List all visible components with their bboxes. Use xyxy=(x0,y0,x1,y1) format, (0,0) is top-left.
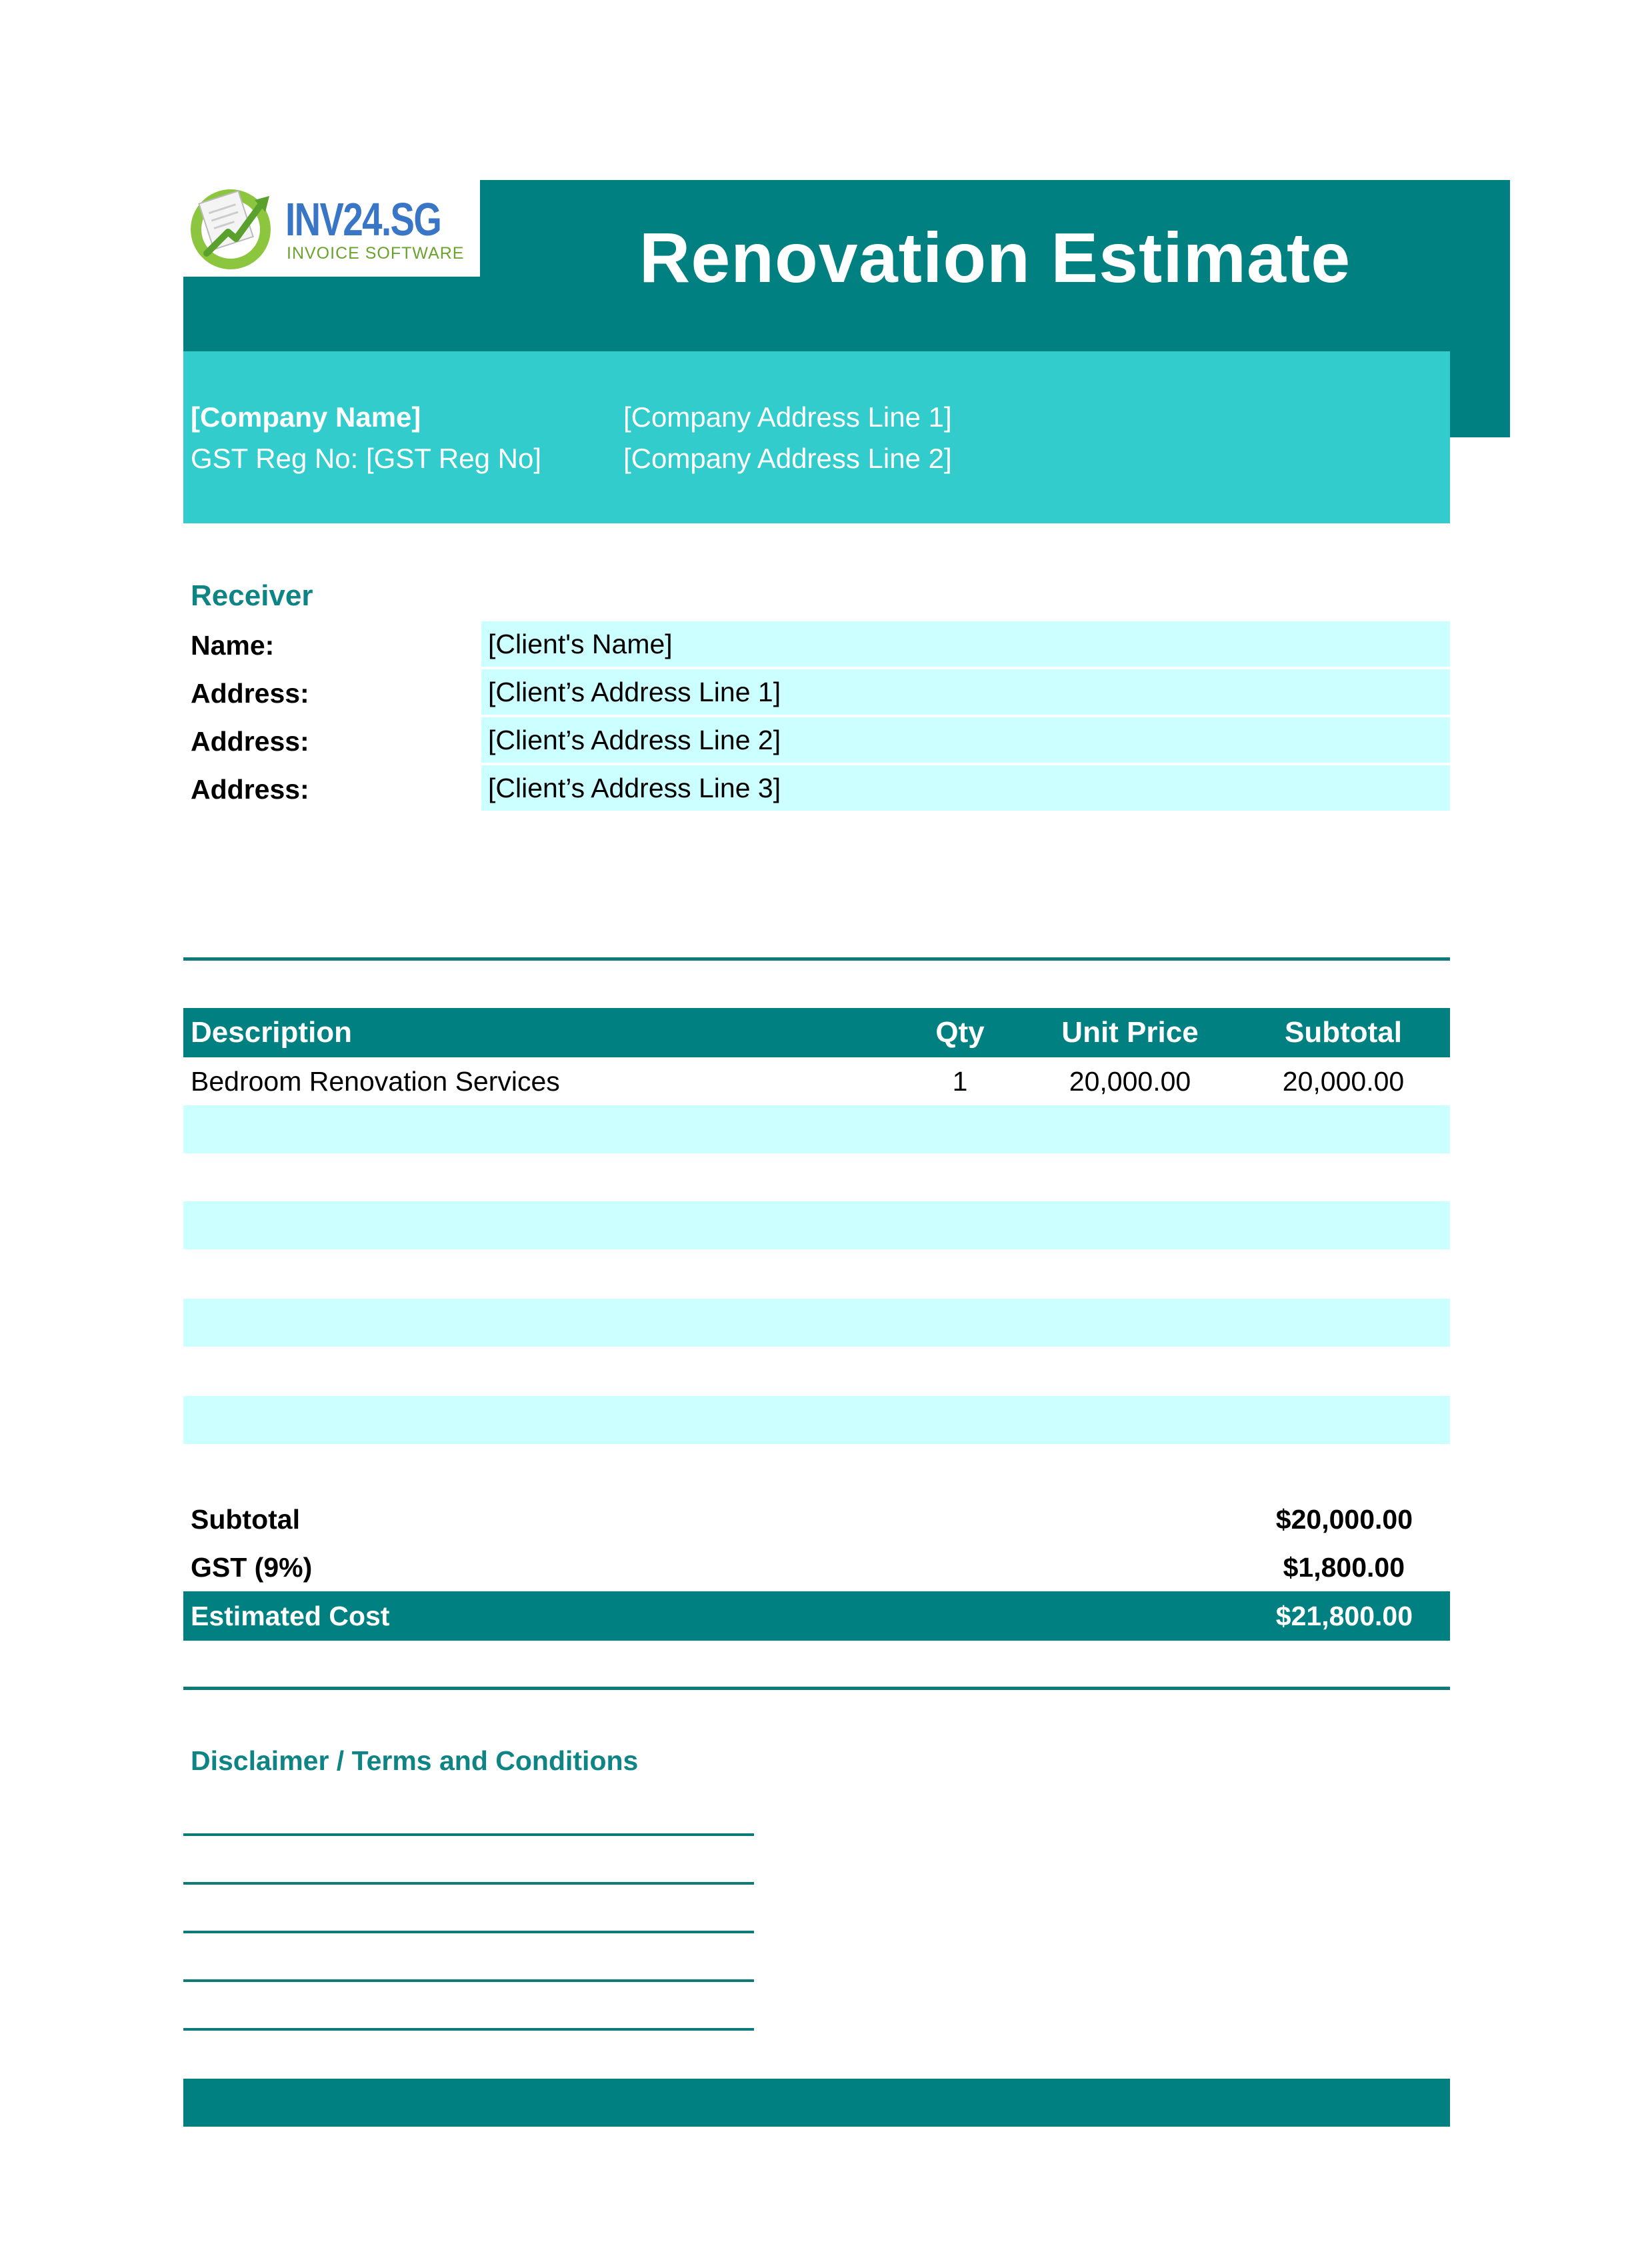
column-header-subtotal: Subtotal xyxy=(1285,1016,1402,1049)
company-gst: GST Reg No: [GST Reg No] xyxy=(191,443,541,474)
company-address-line-2: [Company Address Line 2] xyxy=(623,443,952,474)
receiver-label-address-3: Address: xyxy=(191,774,309,805)
gst-value: $1,800.00 xyxy=(1283,1552,1405,1583)
receiver-label-address-1: Address: xyxy=(191,678,309,709)
receiver-label-name: Name: xyxy=(191,630,275,661)
gst-label: GST (9%) xyxy=(191,1552,313,1583)
footer-bar xyxy=(183,2079,1450,2127)
receiver-label-address-2: Address: xyxy=(191,726,309,757)
logo-emblem-icon xyxy=(187,181,280,271)
column-header-qty: Qty xyxy=(935,1016,985,1049)
receiver-name-field[interactable]: [Client's Name] xyxy=(481,621,1450,667)
document-title: Renovation Estimate xyxy=(639,219,1351,297)
item-qty[interactable]: 1 xyxy=(952,1066,968,1097)
estimated-cost-value: $21,800.00 xyxy=(1275,1601,1413,1631)
item-unit-price[interactable]: 20,000.00 xyxy=(1069,1066,1191,1097)
column-header-description: Description xyxy=(191,1016,353,1049)
estimated-cost-label: Estimated Cost xyxy=(191,1601,390,1631)
terms-line[interactable] xyxy=(183,2028,754,2031)
item-subtotal: 20,000.00 xyxy=(1282,1066,1405,1097)
receiver-heading: Receiver xyxy=(191,579,313,612)
logo-strip xyxy=(183,277,480,351)
item-description[interactable]: Bedroom Renovation Services xyxy=(191,1066,560,1097)
company-address-line-1: [Company Address Line 1] xyxy=(623,401,952,433)
company-name: [Company Name] xyxy=(191,401,421,433)
terms-line[interactable] xyxy=(183,1833,754,1836)
logo-tagline: INVOICE SOFTWARE xyxy=(287,244,465,263)
divider xyxy=(183,957,1450,961)
divider xyxy=(183,1687,1450,1690)
receiver-address-1-field[interactable]: [Client’s Address Line 1] xyxy=(481,669,1450,715)
table-row[interactable] xyxy=(183,1396,1450,1444)
logo-wordmark: INV24.SG xyxy=(285,193,441,245)
column-header-unit-price: Unit Price xyxy=(1061,1016,1199,1049)
subtotal-value: $20,000.00 xyxy=(1275,1504,1413,1535)
terms-line[interactable] xyxy=(183,1979,754,1982)
subtotal-label: Subtotal xyxy=(191,1504,300,1535)
table-row[interactable] xyxy=(183,1105,1450,1153)
table-row[interactable] xyxy=(183,1201,1450,1249)
terms-line[interactable] xyxy=(183,1882,754,1885)
terms-line[interactable] xyxy=(183,1931,754,1933)
table-row[interactable] xyxy=(183,1299,1450,1347)
receiver-address-2-field[interactable]: [Client’s Address Line 2] xyxy=(481,717,1450,763)
terms-heading: Disclaimer / Terms and Conditions xyxy=(191,1745,639,1776)
receiver-address-3-field[interactable]: [Client’s Address Line 3] xyxy=(481,765,1450,811)
